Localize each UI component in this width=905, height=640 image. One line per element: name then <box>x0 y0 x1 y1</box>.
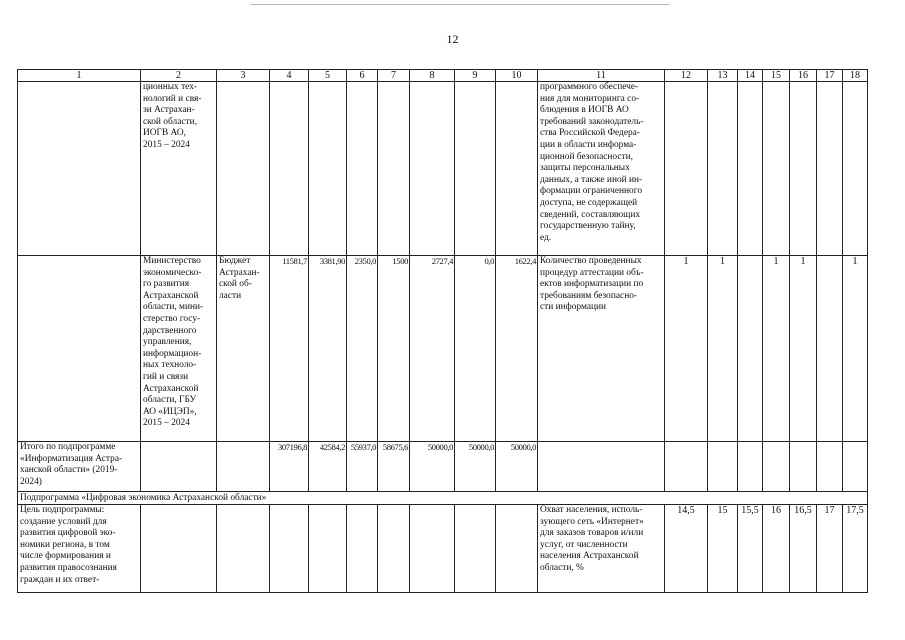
table-cell <box>18 256 141 442</box>
page-number: 12 <box>446 32 459 46</box>
table-cell <box>217 82 270 256</box>
table-cell <box>309 82 347 256</box>
table-cell <box>763 82 790 256</box>
col-header-18: 18 <box>843 70 868 82</box>
table-cell <box>347 82 378 256</box>
col-header-10: 10 <box>496 70 538 82</box>
amount-cell: 55937,0 <box>347 442 378 492</box>
table-cell <box>496 505 538 593</box>
table-cell <box>708 442 738 492</box>
table-cell <box>18 82 141 256</box>
table-cell <box>217 442 270 492</box>
amount-cell: 42584,2 <box>309 442 347 492</box>
col-header-11: 11 <box>538 70 665 82</box>
subprogram-row <box>18 492 868 505</box>
amount-cell: 0,0 <box>455 256 496 442</box>
col-header-15: 15 <box>763 70 790 82</box>
table-cell <box>270 505 309 593</box>
indicator-cell: программного обеспече- ния для мониторинга со- блюдения в ИОГВ АО требований законодатель- ства Российской Федера- ции в области информа- ционной безопасности, защиты персональных данных, а также иной ин- формации ограниченного доступа, не содержащей сведений, составляющих государственную тайну, ед. <box>538 82 665 256</box>
col-header-2: 2 <box>141 70 217 82</box>
table-cell <box>217 505 270 593</box>
table-cell <box>270 82 309 256</box>
table-cell <box>378 82 410 256</box>
amount-cell: 1622,4 <box>496 256 538 442</box>
value-cell: 16 <box>763 505 790 593</box>
table-cell <box>141 505 217 593</box>
value-cell: 17 <box>817 505 843 593</box>
scan-top-line <box>250 4 670 5</box>
amount-cell: 50000,0 <box>410 442 455 492</box>
value-cell: 1 <box>790 256 817 442</box>
value-cell <box>817 256 843 442</box>
col-header-8: 8 <box>410 70 455 82</box>
table-cell <box>410 505 455 593</box>
col-header-4: 4 <box>270 70 309 82</box>
table-cell <box>843 442 868 492</box>
col-header-16: 16 <box>790 70 817 82</box>
col-header-9: 9 <box>455 70 496 82</box>
amount-cell: 2350,0 <box>347 256 378 442</box>
indicator-cell: Количество проведенных процедур аттестации объ- ектов информатизации по требованиям безопасно- сти информации <box>538 256 665 442</box>
table-row <box>18 256 868 442</box>
col-header-3: 3 <box>217 70 270 82</box>
total-label-cell: Итого по подпрограмме «Информатизация Астра- ханской области» (2019- 2024) <box>18 442 141 492</box>
table-cell <box>817 82 843 256</box>
value-cell: 1 <box>843 256 868 442</box>
amount-cell: 3381,90 <box>309 256 347 442</box>
executor-cell: ционных тех- нологий и свя- зи Астрахан- ской области, ИОГВ АО, 2015 – 2024 <box>141 82 217 256</box>
table-cell <box>665 442 708 492</box>
col-header-1: 1 <box>18 70 141 82</box>
goal-cell: Цель подпрограммы: создание условий для развития цифровой эко- номики региона, в том числе формирования и развития правосознания граждан и их ответ- <box>18 505 141 593</box>
table-row <box>18 82 868 256</box>
amount-cell: 1500 <box>378 256 410 442</box>
col-header-6: 6 <box>347 70 378 82</box>
total-row <box>18 442 868 492</box>
value-cell: 15 <box>708 505 738 593</box>
table-cell <box>455 82 496 256</box>
value-cell: 16,5 <box>790 505 817 593</box>
table-cell <box>843 82 868 256</box>
table-cell <box>738 82 763 256</box>
table-cell <box>708 82 738 256</box>
table-cell <box>665 82 708 256</box>
table-cell <box>410 82 455 256</box>
value-cell <box>738 256 763 442</box>
table-cell <box>738 442 763 492</box>
amount-cell: 2727,4 <box>410 256 455 442</box>
table-cell <box>538 442 665 492</box>
value-cell: 17,5 <box>843 505 868 593</box>
funding-source-cell: Бюджет Астрахан- ской об- ласти <box>217 256 270 442</box>
col-header-17: 17 <box>817 70 843 82</box>
table-cell <box>790 442 817 492</box>
table-cell <box>309 505 347 593</box>
table-cell <box>141 442 217 492</box>
amount-cell: 50000,0 <box>496 442 538 492</box>
amount-cell: 50000,0 <box>455 442 496 492</box>
table-cell <box>455 505 496 593</box>
value-cell: 14,5 <box>665 505 708 593</box>
amount-total-cell: 307196,8 <box>270 442 309 492</box>
value-cell: 1 <box>708 256 738 442</box>
table-cell <box>378 505 410 593</box>
executor-cell: Министерство экономическо- го развития Астраханской области, мини- стерство госу- дарственного управления, информацион- ных техноло- гий и связи Астраханской области, ГБУ АО «ИЦЭП», 2015 – 2024 <box>141 256 217 442</box>
table-cell <box>790 82 817 256</box>
value-cell: 15,5 <box>738 505 763 593</box>
table-cell <box>347 505 378 593</box>
col-header-5: 5 <box>309 70 347 82</box>
value-cell: 1 <box>665 256 708 442</box>
col-header-7: 7 <box>378 70 410 82</box>
subprogram-title: Подпрограмма «Цифровая экономика Астраханской области» <box>18 492 868 505</box>
col-header-13: 13 <box>708 70 738 82</box>
amount-total-cell: 11581,7 <box>270 256 309 442</box>
table-row <box>18 505 868 593</box>
value-cell: 1 <box>763 256 790 442</box>
amount-cell: 58675,6 <box>378 442 410 492</box>
table-cell <box>763 442 790 492</box>
col-header-12: 12 <box>665 70 708 82</box>
table-cell <box>817 442 843 492</box>
col-header-14: 14 <box>738 70 763 82</box>
header-row <box>18 70 868 82</box>
table-cell <box>496 82 538 256</box>
indicator-cell: Охват населения, исполь- зующего сеть «Интернет» для заказов товаров и/или услуг, от численности населения Астраханской области, % <box>538 505 665 593</box>
program-table <box>17 69 868 593</box>
